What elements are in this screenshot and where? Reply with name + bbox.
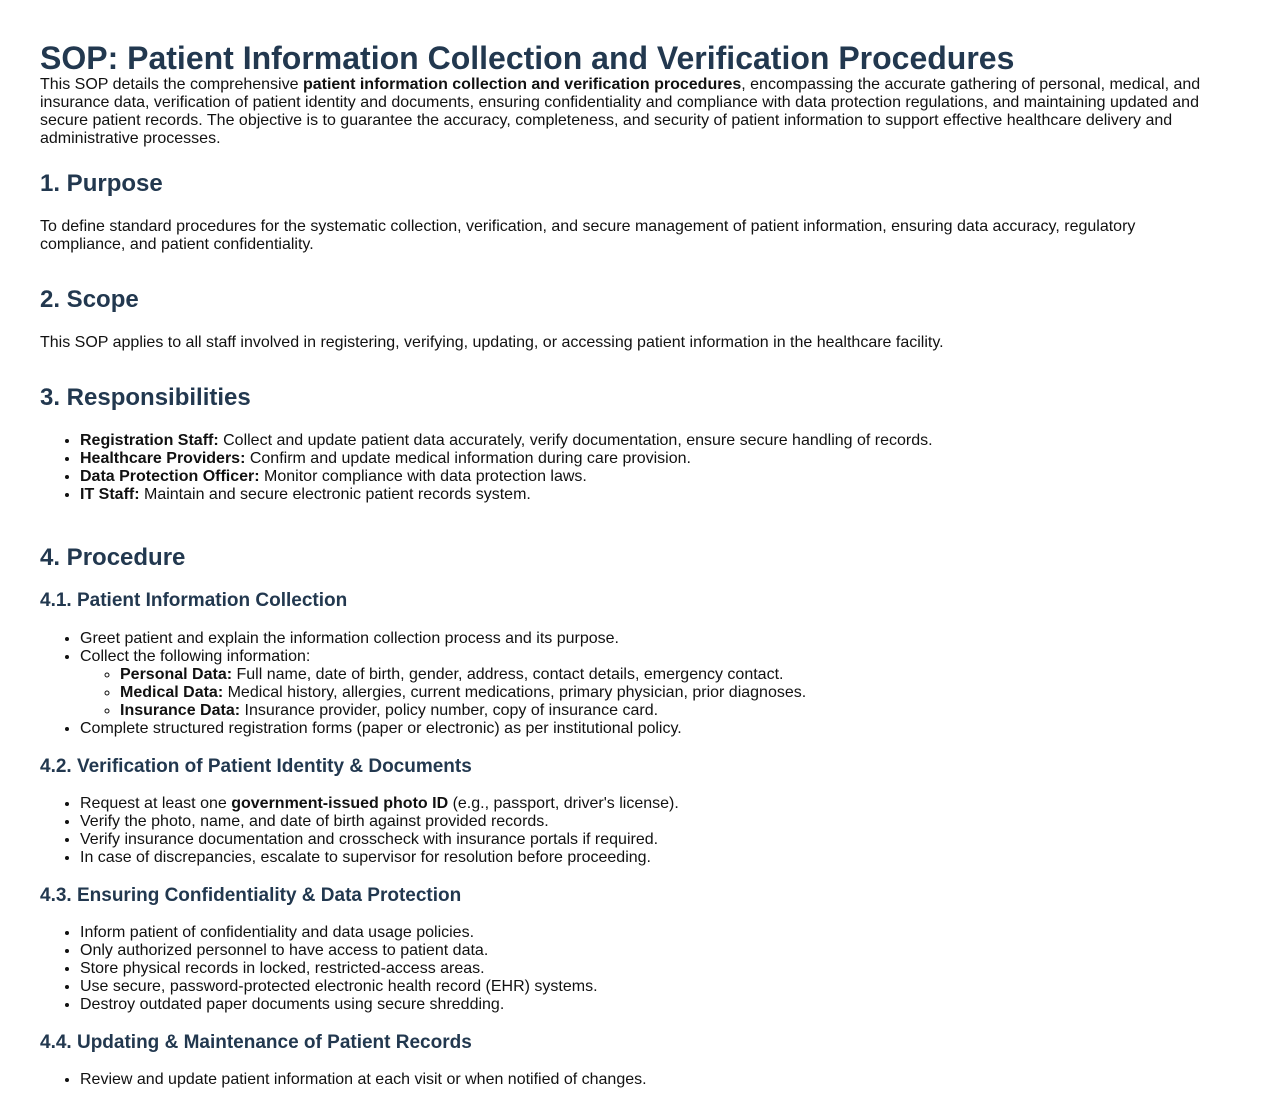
- section-heading-purpose: 1. Purpose: [40, 170, 163, 197]
- data-type-label: Medical Data:: [120, 684, 224, 701]
- list-item: • Destroy outdated paper documents using secure shredding.: [80, 996, 1223, 1014]
- list-item: • Greet patient and explain the information collection process and its purpose.: [80, 630, 1223, 648]
- sublist-item: [120, 702, 1223, 720]
- page-title: SOP: Patient Information Collection and Verification Procedures: [40, 40, 1015, 76]
- list-item-bold: government-issued photo ID: [231, 795, 449, 812]
- maintenance-list: [40, 1071, 1223, 1089]
- subsection-heading-confidentiality: 4.3. Ensuring Confidentiality & Data Protection: [40, 885, 462, 906]
- list-item: [80, 432, 1223, 450]
- list-item: • Use secure, password-protected electronic health record (EHR) systems.: [80, 978, 1223, 996]
- role-label: IT Staff:: [80, 486, 140, 503]
- data-type-label: Personal Data:: [120, 666, 233, 683]
- list-item: • In case of discrepancies, escalate to supervisor for resolution before proceeding.: [80, 849, 1223, 867]
- section-heading-scope: 2. Scope: [40, 286, 139, 313]
- collection-sublist: [80, 666, 1223, 720]
- intro-paragraph: [40, 76, 1210, 148]
- list-item-text: Request at least one: [80, 795, 232, 812]
- role-label: Data Protection Officer:: [80, 468, 260, 485]
- list-item: • Verify insurance documentation and crosscheck with insurance portals if required.: [80, 831, 1223, 849]
- role-label: Healthcare Providers:: [80, 450, 246, 467]
- role-description: Maintain and secure electronic patient records system.: [139, 486, 531, 503]
- list-item: • Inform patient of confidentiality and data usage policies.: [80, 924, 1223, 942]
- list-item-text: Collect the following information:: [80, 648, 311, 665]
- scope-text: This SOP applies to all staff involved in registering, verifying, updating, or accessing patient information in the healthcare facility.: [40, 334, 944, 351]
- list-item: • Complete structured registration forms (paper or electronic) as per institutional policy.: [80, 720, 1223, 738]
- data-type-description: Medical history, allergies, current medications, primary physician, prior diagnoses.: [223, 684, 807, 701]
- intro-text-end: , encompassing the accurate gathering of personal, medical, and insurance data, verification of patient identity and documents, ensuring confidentiality and compliance with data protection regulations, and maintaining updated and secure patient records. The objective is to guarantee the accuracy, completeness, and security of patient information to support effective healthcare delivery and administrative processes.: [40, 76, 1201, 147]
- list-item: [80, 486, 1223, 504]
- role-label: Registration Staff:: [80, 432, 219, 449]
- list-item: [80, 648, 1223, 720]
- sublist-item: [120, 666, 1223, 684]
- list-item: [80, 450, 1223, 468]
- sublist-item: [120, 684, 1223, 702]
- role-description: Collect and update patient data accurately, verify documentation, ensure secure handling of records.: [218, 432, 933, 449]
- data-type-label: Insurance Data:: [120, 702, 241, 719]
- list-item: • Review and update patient information at each visit or when notified of changes.: [80, 1071, 1223, 1089]
- subsection-heading-collection: 4.1. Patient Information Collection: [40, 590, 348, 611]
- collection-list: [40, 630, 1223, 738]
- data-type-description: Insurance provider, policy number, copy of insurance card.: [240, 702, 659, 719]
- list-item: [80, 795, 1223, 813]
- intro-text-start: This SOP details the comprehensive: [40, 76, 303, 93]
- list-item: • Only authorized personnel to have access to patient data.: [80, 942, 1223, 960]
- confidentiality-list: [40, 924, 1223, 1014]
- subsection-heading-verification: 4.2. Verification of Patient Identity & Documents: [40, 756, 472, 777]
- responsibilities-list: [40, 432, 1223, 504]
- section-heading-procedure: 4. Procedure: [40, 544, 186, 571]
- data-type-description: Full name, date of birth, gender, address, contact details, emergency contact.: [232, 666, 784, 683]
- purpose-text: To define standard procedures for the systematic collection, verification, and secure management of patient information, ensuring data accuracy, regulatory compliance, and patient confidentiality.: [40, 218, 1136, 253]
- list-item-text: (e.g., passport, driver's license).: [448, 795, 679, 812]
- list-item: • Verify the photo, name, and date of birth against provided records.: [80, 813, 1223, 831]
- role-description: Monitor compliance with data protection laws.: [259, 468, 587, 485]
- section-heading-responsibilities: 3. Responsibilities: [40, 384, 251, 411]
- list-item: [80, 468, 1223, 486]
- verification-list: [40, 795, 1223, 867]
- role-description: Confirm and update medical information during care provision.: [245, 450, 691, 467]
- subsection-heading-maintenance: 4.4. Updating & Maintenance of Patient Records: [40, 1032, 472, 1053]
- list-item: • Store physical records in locked, restricted-access areas.: [80, 960, 1223, 978]
- intro-text-bold: patient information collection and verification procedures: [302, 76, 742, 93]
